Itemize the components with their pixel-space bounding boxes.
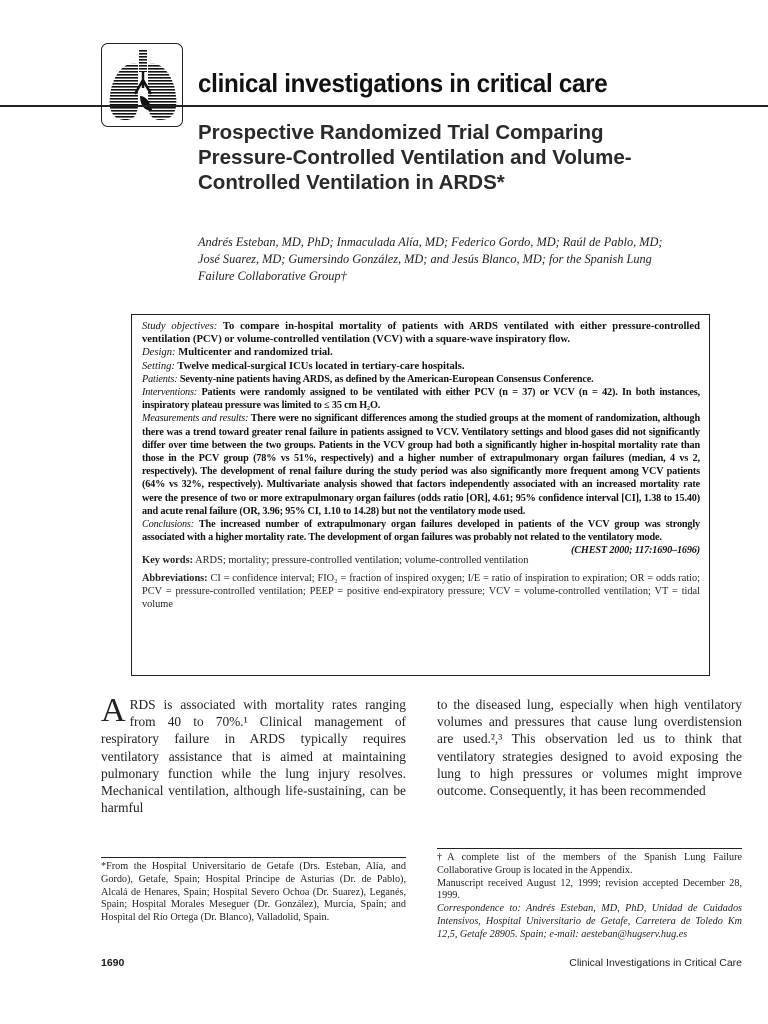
results-text: There were no significant differences among the studied groups at the moment of randomization, although there was a trend toward greater renal failure in patients assigned to VCV. Ventilatory settings and blood gases did not significantly differ over time between the two groups. Patients in the VCV group had both a significantly higher in-hospital mortality rate than those in the PCV group (78% vs 51%, respectively) and a higher number of extrapulmonary organ failures (median, 4 vs 2, respectively). The development of renal failure during the study period was also significantly more frequent among VCV patients (64% vs 32%, respectively). Multivariate analysis showed that factors independently associated with an increased mortality rate were the presence of two or more extrapulmonary organ failures (odds ratio [OR], 4.61; 95% confidence interval [CI], 1.38 to 15.40) and acute renal failure (OR, 3.96; 95% CI, 1.10 to 14.28) but not the ventilatory mode used.	[142, 413, 700, 517]
running-footer: Clinical Investigations in Critical Care	[569, 957, 742, 969]
section-title: clinical investigations in critical care	[198, 68, 608, 98]
abstract-interventions	[142, 386, 700, 412]
body-column-left	[101, 692, 406, 816]
abbreviations	[142, 572, 700, 611]
abstract-objectives	[142, 320, 700, 346]
results-label: Measurements and results:	[142, 413, 249, 425]
footnote-rule-left	[101, 857, 406, 858]
keywords-label: Key words:	[142, 555, 194, 567]
abbreviations-text: CI = confidence interval; FIO₂ = fraction of inspired oxygen; I/E = ratio of inspiration to expiration; OR = odds ratio; PCV = pressure-controlled ventilation; PEEP = positive end-expiratory pressure; VCV = volume-controlled ventilation; VT = tidal volume	[142, 573, 701, 611]
lungs-logo-icon	[101, 43, 183, 127]
design-label: Design:	[142, 347, 176, 359]
objectives-text: To compare in-hospital mortality of patients with ARDS ventilated with either pressure-controlled ventilation (PCV) or volume-controlled ventilation (VCV) with a square-wave inspiratory flow.	[142, 321, 700, 346]
design-text: Multicenter and randomized trial.	[178, 347, 333, 359]
patients-text: Seventy-nine patients having ARDS, as defined by the American-European Consensus Conference.	[179, 373, 594, 385]
received-footnote: Manuscript received August 12, 1999; revision accepted December 28, 1999.	[437, 877, 742, 902]
setting-label: Setting:	[142, 360, 175, 372]
abstract-patients	[142, 373, 700, 386]
footnotes-right	[437, 852, 742, 942]
abstract-box	[131, 314, 710, 676]
abstract-design	[142, 346, 700, 359]
abstract-results	[142, 412, 700, 518]
citation: (CHEST 2000; 117:1690–1696)	[571, 545, 700, 557]
conclusions-text: The increased number of extrapulmonary organ failures developed in patients of the VCV group was strongly associated with a higher mortality rate. The development of organ failures was probably not related to the ventilatory mode.	[142, 519, 700, 544]
conclusions-label: Conclusions:	[142, 519, 194, 531]
author-list: Andrés Esteban, MD, PhD; Inmaculada Alía, MD; Federico Gordo, MD; Raúl de Pablo, MD; José Suarez, MD; Gumersindo González, MD; and Jesús Blanco, MD; for the Spanish Lung Failure Collaborative Group†	[198, 235, 663, 283]
group-footnote: †A complete list of the members of the Spanish Lung Failure Collaborative Group is located in the Appendix.	[437, 852, 742, 876]
header-rule	[0, 105, 768, 107]
abstract-setting	[142, 360, 700, 373]
abstract-conclusions	[142, 518, 700, 557]
patients-label: Patients:	[142, 373, 178, 385]
interventions-text: Patients were randomly assigned to be ventilated with either PCV (n = 37) or VCV (n = 42). In both instances, inspiratory plateau pressure was limited to ≤ 35 cm H₂O.	[142, 387, 700, 412]
body-left-text: RDS is associated with mortality rates ranging from 40 to 70%.¹ Clinical management of respiratory failure in ARDS typically requires ventilatory assistance that is aimed at maintaining pulmonary function while the lung injury resolves. Mechanical ventilation, although life-sustaining, can be harmful	[101, 697, 406, 816]
correspondence-footnote: Correspondence to: Andrés Esteban, MD, PhD, Unidad de Cuidados Intensivos, Hospital Universitario de Getafe, Carretera de Toledo Km 12,5, Getafe 28905. Spain; e-mail: aesteban@hugserv.hug.es	[437, 903, 742, 940]
objectives-label: Study objectives:	[142, 321, 218, 332]
page-number: 1690	[101, 957, 125, 969]
article-title: Prospective Randomized Trial Comparing Pressure-Controlled Ventilation and Volume-Controlled Ventilation in ARDS*	[198, 121, 632, 194]
affiliation-footnote: *From the Hospital Universitario de Getafe (Drs. Esteban, Alía, and Gordo), Getafe, Spain; Hospital Príncipe de Asturias (Dr. de Pablo), Alcalá de Henares, Spain; Hospital Severo Ochoa (Dr. Suarez), Leganés, Spain; Hospital Morales Meseguer (Dr. González), Murcia, Spain; and Hospital del Río Ortega (Dr. Blanco), Valladolid, Spain.	[101, 861, 406, 924]
drop-cap: A	[101, 692, 126, 729]
body-column-right: to the diseased lung, especially when high ventilatory volumes and pressures that cause lung overdistension are used.²,³ This observation led us to think that ventilatory strategies designed to avoid exposing the lung to high pressures or volumes might improve outcome. Consequently, it has been recommended	[437, 697, 742, 799]
setting-text: Twelve medical-surgical ICUs located in tertiary-care hospitals.	[177, 360, 465, 372]
abbreviations-label: Abbreviations:	[142, 573, 208, 585]
footnote-rule-right	[437, 848, 742, 849]
keywords-text: ARDS; mortality; pressure-controlled ventilation; volume-controlled ventilation	[195, 555, 529, 567]
interventions-label: Interventions:	[142, 387, 198, 399]
